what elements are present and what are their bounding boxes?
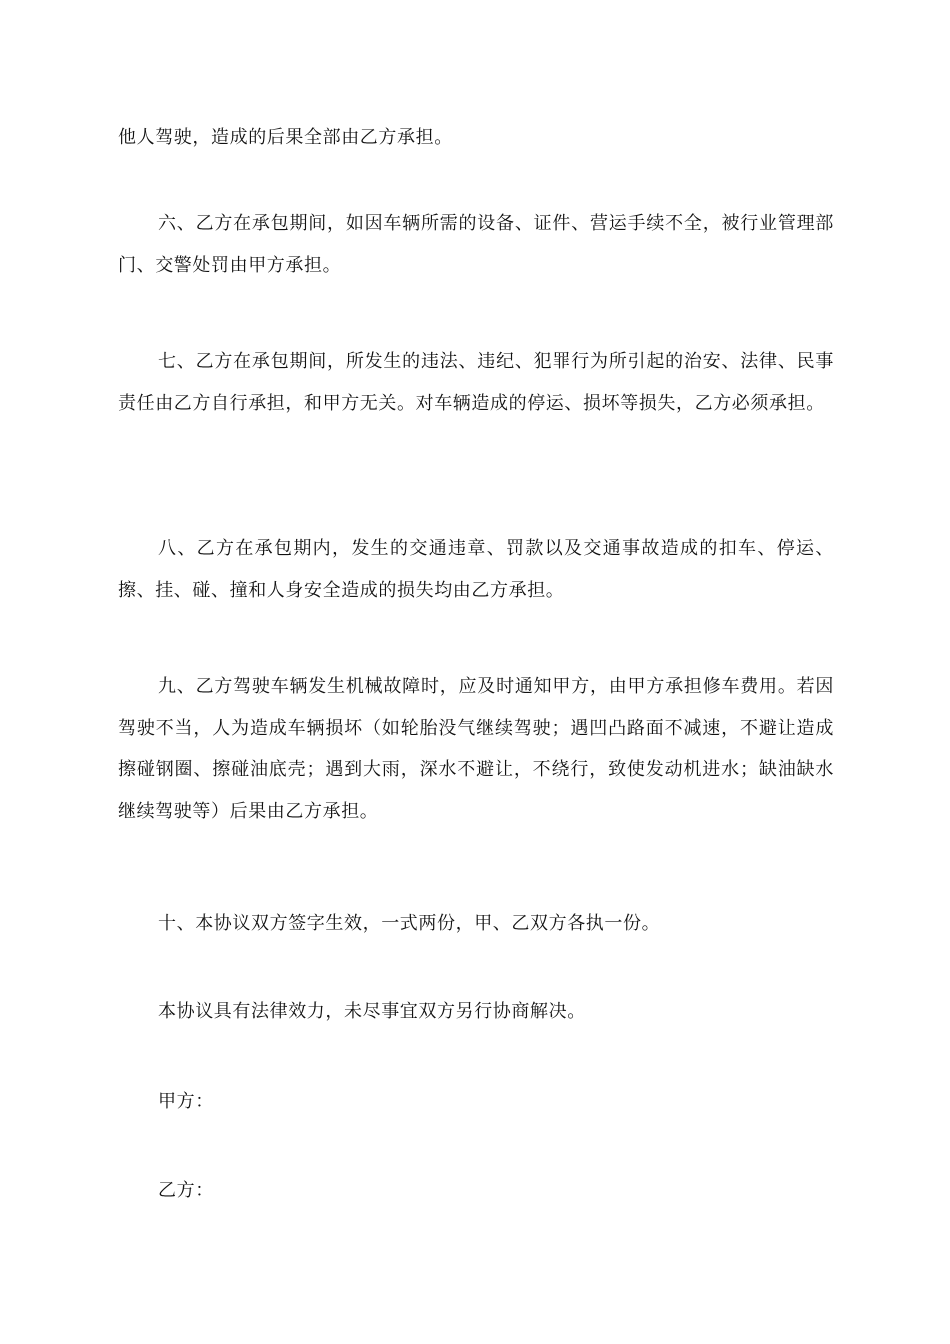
party-b-signature-label: 乙方： [158, 1180, 214, 1201]
party-a-signature-label: 甲方： [158, 1091, 214, 1112]
paragraph-continuation: 他人驾驶，造成的后果全部由乙方承担。 [118, 127, 453, 148]
clause-9: 九、乙方驾驶车辆发生机械故障时，应及时通知甲方，由甲方承担修车费用。若因驾驶不当，人为造成车辆损坏（如轮胎没气继续驾驶；遇凹凸路面不减速，不避让造成擦碰钢圈、擦碰油底壳；遇到大雨，深水不避让，不绕行，致使发动机进水；缺油缺水继续驾驶等）后果由乙方承担。 [118, 676, 834, 822]
clause-10: 十、本协议双方签字生效，一式两份，甲、乙双方各执一份。 [158, 913, 661, 934]
clause-7: 七、乙方在承包期间，所发生的违法、违纪、犯罪行为所引起的治安、法律、民事责任由乙方自行承担，和甲方无关。对车辆造成的停运、损坏等损失，乙方必须承担。 [118, 351, 834, 414]
clause-6: 六、乙方在承包期间，如因车辆所需的设备、证件、营运手续不全，被行业管理部门、交警处罚由甲方承担。 [118, 213, 834, 276]
legal-effect-statement: 本协议具有法律效力，未尽事宜双方另行协商解决。 [158, 1001, 586, 1022]
clause-8: 八、乙方在承包期内，发生的交通违章、罚款以及交通事故造成的扣车、停运、擦、挂、碰、撞和人身安全造成的损失均由乙方承担。 [118, 538, 834, 601]
